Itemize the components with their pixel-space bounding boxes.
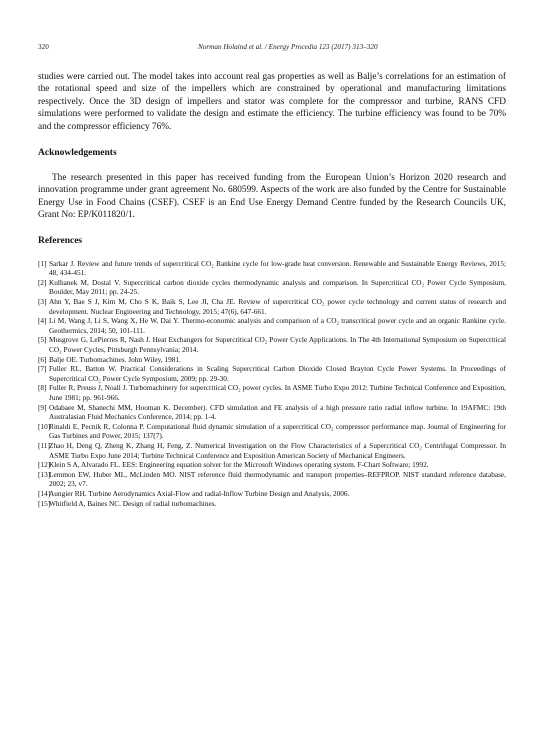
reference-text: Aungier RH. Turbine Aerodynamics Axial-Flow and radial-Inflow Turbine Design and Analysis, 2006. [49,488,350,498]
reference-number: [3] [38,297,47,307]
reference-text: Kulhanek M, Dostal V. Supercritical carbon dioxide cycles thermodynamic analysis and comparison. In Supercritical CO₂ Power Cycle Symposium, Boulder, May 2011; pp. 24-25. [49,277,506,297]
reference-number: [5] [38,335,47,345]
reference-item [38,489,506,499]
reference-text: Sarkar J. Review and future trends of supercritical CO₂ Rankine cycle for low-grade heat conversion. Renewable and Sustainable Energy Reviews, 2015; 48, 434-451. [49,258,506,278]
reference-text: Musgrove G, LePierres R, Nash J. Heat Exchangers for Supercritical CO₂ Power Cycle Applications. In The 4th International Symposium on Supercritical CO₂ Power Cycles, Pittsburgh Pennsylvania; 2014. [49,335,506,354]
reference-text: Balje OE. Turbomachines. John Wiley, 1981. [49,354,181,364]
reference-item [38,470,506,489]
reference-text: Fuller R, Preuss J, Noall J. Turbomachinery for supercritical CO₂ power cycles. In ASME Turbo Expo 2012: Turbine Technical Conference and Exposition, June 1981; pp. 961-966. [49,383,506,402]
body-content [38,71,506,508]
reference-text: Fuller RL, Batton W. Practical Considerations in Scaling Supercritical Carbon Dioxide Closed Brayton Cycle Power Systems. In Proceedings of Supercritical CO₂ Power Cycle Symposium, 2009; pp. 29-30. [49,364,506,383]
running-head: Norman Holaind et al. / Energy Procedia 123 (2017) 313–320 [198,43,378,51]
reference-text: Lemmon EW, Huber ML, McLinden MO. NIST reference fluid thermodynamic and transport properties–REFPROP. NIST standard reference database, 2002; 23, v7. [49,469,506,489]
reference-item [38,278,506,297]
reference-text: Ahn Y, Bae S J, Kim M, Cho S K, Baik S, Lee JI, Cha JE. Review of supercritical CO₂ power cycle technology and current status of research and development. Nuclear Engineering and Technology, 2015; 47(6), 647-661. [49,297,506,316]
reference-number: [10] [38,421,51,431]
reference-number: [14] [38,488,51,498]
reference-item [38,364,506,383]
reference-number: [12] [38,460,51,470]
references-heading: References [38,235,83,246]
reference-number: [13] [38,469,51,479]
reference-text: Klein S A, Alvarado FL. EES: Engineering equation solver for the Microsoft Windows operating system. F-Chart Software; 1992. [49,460,429,470]
reference-item [38,335,506,354]
reference-number: [11] [38,440,50,450]
reference-number: [2] [38,277,47,287]
reference-item [38,355,506,365]
reference-text: Odabaee M, Shanechi MM, Hooman K. December). CFD simulation and FE analysis of a high pressure ratio radial inflow turbine. In 19AFMC: 19th Australasian Fluid Mechanics Conference, 2014; pp. 1-4. [49,402,506,422]
intro-paragraph: studies were carried out. The model takes into account real gas properties as well as Balje’s correlations for an estimation of the rotational speed and size of the impellers which are constrained by operational and manufacturing limitations respectively. Once the 3D design of impellers and stator was complete for the compressor and turbine, RANS CFD simulations were performed to validate the design and estimate the efficiency. The turbine efficiency was found to be 70% and the compressor efficiency 76%. [38,72,506,132]
reference-text: Li M, Wang J, Li S, Wang X, He W, Dai Y. Thermo-economic analysis and comparison of a CO₂ transcritical power cycle and an organic Rankine cycle. Geothermics, 2014; 50, 101-111. [49,316,506,335]
reference-item [38,499,506,509]
page-number: 320 [38,43,49,51]
reference-number: [15] [38,498,51,508]
reference-text: Whitfield A, Baines NC. Design of radial turbomachines. [49,498,217,508]
reference-text: Rinaldi E, Pecnik R, Colonna P. Computational fluid dynamic simulation of a supercritical CO₂ compressor performance map. Journal of Engineering for Gas Turbines and Power, 2015; 137(7). [49,421,506,441]
reference-number: [1] [38,258,47,268]
reference-item [38,422,506,441]
reference-number: [4] [38,316,47,326]
acknowledgements-heading: Acknowledgements [38,148,117,159]
reference-number: [8] [38,383,47,393]
reference-item [38,383,506,402]
reference-item [38,441,506,460]
reference-number: [7] [38,364,47,374]
reference-item [38,316,506,335]
reference-number: [6] [38,354,47,364]
reference-text: Zhao H, Deng Q, Zheng K, Zhang H, Feng, Z. Numerical Investigation on the Flow Characteristics of a Supercritical CO₂ Centrifugal Compressor. In ASME Turbo Expo June 2014; Turbine Technical Conference and Exposition American Society of Mechanical Engineers. [49,440,506,460]
acknowledgements-paragraph: The research presented in this paper has received funding from the European Union’s Horizon 2020 research and innovation programme under grant agreement No. 680599. Aspects of the work are also funded by the Centre for Sustainable Energy Use in Food Chains (CSEF). CSEF is an End Use Energy Demand Centre funded by the Research Councils UK, Grant No: EP/K011820/1. [38,173,506,221]
reference-item [38,460,506,470]
reference-item [38,259,506,278]
reference-item [38,297,506,316]
references-list [38,259,506,508]
reference-number: [9] [38,402,47,412]
reference-item [38,403,506,422]
